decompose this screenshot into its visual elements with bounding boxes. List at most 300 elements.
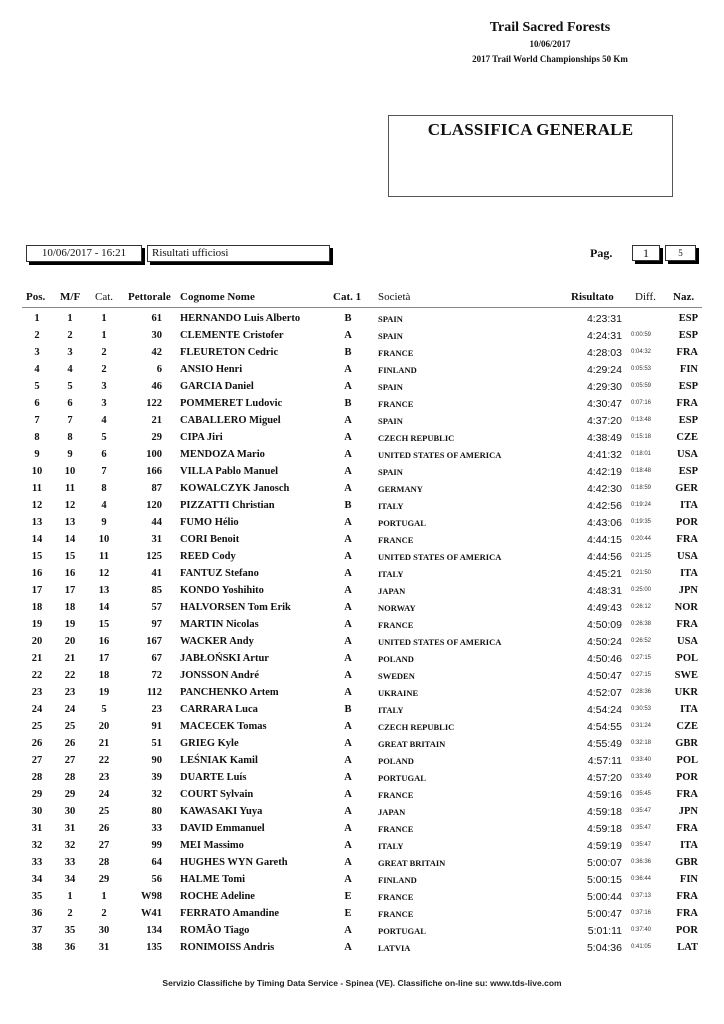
row-nation: FRA [676, 534, 698, 545]
table-row [0, 347, 724, 364]
row-bib: 67 [151, 653, 162, 664]
row-athlete-name: CIPA Jiri [180, 432, 223, 443]
row-athlete-name: HERNANDO Luis Alberto [180, 313, 301, 324]
row-gender-position: 6 [67, 398, 73, 409]
row-position: 32 [31, 840, 43, 851]
row-society: SWEDEN [378, 671, 415, 681]
table-row [0, 857, 724, 874]
event-date: 10/06/2017 [529, 39, 571, 49]
row-athlete-name: CABALLERO Miguel [180, 415, 281, 426]
row-gender-position: 10 [64, 466, 76, 477]
row-category: A [344, 755, 352, 766]
row-result: 4:59:16 [586, 789, 622, 801]
row-gender-position: 29 [64, 789, 76, 800]
row-category: B [344, 398, 352, 409]
row-result: 4:59:18 [586, 806, 622, 818]
col-nation: Naz. [673, 291, 695, 303]
row-bib: 135 [146, 942, 162, 953]
row-gap: 0:37:13 [631, 893, 652, 899]
row-nation: GBR [675, 857, 698, 868]
row-athlete-name: CARRARA Luca [180, 704, 258, 715]
row-position: 25 [31, 721, 43, 732]
row-category-position: 7 [101, 466, 107, 477]
row-position: 2 [34, 330, 40, 341]
row-nation: POL [676, 755, 698, 766]
row-gap: 0:00:59 [631, 332, 652, 338]
row-position: 28 [31, 772, 43, 783]
row-result: 4:59:18 [586, 823, 622, 835]
row-gap: 0:35:47 [631, 825, 652, 831]
row-nation: FIN [679, 874, 698, 885]
row-position: 35 [31, 891, 43, 902]
row-society: FRANCE [378, 348, 414, 358]
row-category: A [344, 330, 352, 341]
row-position: 27 [31, 755, 43, 766]
row-nation: USA [676, 449, 698, 460]
row-athlete-name: FERRATO Amandine [180, 908, 280, 919]
row-bib: 100 [146, 449, 162, 460]
row-category: A [344, 874, 352, 885]
row-category-position: 27 [98, 840, 110, 851]
row-nation: POR [675, 517, 698, 528]
row-category-position: 9 [101, 517, 107, 528]
table-row [0, 619, 724, 636]
row-bib: 39 [151, 772, 162, 783]
row-nation: JPN [678, 585, 698, 596]
row-nation: CZE [676, 432, 698, 443]
row-society: SPAIN [378, 467, 403, 477]
table-row [0, 466, 724, 483]
row-category-position: 13 [98, 585, 110, 596]
row-position: 3 [34, 347, 40, 358]
row-nation: FRA [676, 891, 698, 902]
row-gap: 0:05:53 [631, 366, 652, 372]
row-position: 13 [31, 517, 43, 528]
row-gender-position: 26 [64, 738, 76, 749]
row-society: GERMANY [378, 484, 423, 494]
row-gap: 0:30:53 [631, 706, 652, 712]
row-bib: 125 [146, 551, 162, 562]
row-gap: 0:35:45 [631, 791, 652, 797]
table-row [0, 653, 724, 670]
row-bib: 90 [151, 755, 162, 766]
row-position: 36 [31, 908, 43, 919]
row-gender-position: 2 [67, 330, 73, 341]
row-athlete-name: PANCHENKO Artem [180, 687, 279, 698]
row-gender-position: 16 [64, 568, 76, 579]
row-society: SPAIN [378, 314, 403, 324]
col-result: Risultato [571, 291, 614, 303]
row-position: 17 [31, 585, 43, 596]
row-nation: ESP [678, 330, 698, 341]
row-result: 4:24:31 [586, 330, 622, 342]
row-position: 30 [31, 806, 43, 817]
row-gap: 0:41:05 [631, 944, 652, 950]
row-category-position: 2 [101, 908, 107, 919]
row-society: PORTUGAL [378, 518, 426, 528]
row-nation: ITA [680, 500, 698, 511]
row-athlete-name: ROMÃO Tiago [180, 925, 250, 936]
row-society: PORTUGAL [378, 926, 426, 936]
row-category: A [344, 687, 352, 698]
row-athlete-name: WACKER Andy [180, 636, 254, 647]
row-nation: JPN [678, 806, 698, 817]
row-category-position: 17 [98, 653, 110, 664]
row-nation: FRA [676, 789, 698, 800]
row-nation: SWE [674, 670, 698, 681]
row-society: FRANCE [378, 620, 414, 630]
row-gender-position: 2 [67, 908, 73, 919]
row-society: JAPAN [378, 586, 406, 596]
row-gender-position: 22 [64, 670, 76, 681]
row-category: A [344, 925, 352, 936]
row-bib: 72 [151, 670, 162, 681]
row-athlete-name: COURT Sylvain [180, 789, 254, 800]
row-gap: 0:33:40 [631, 757, 652, 763]
row-category: A [344, 381, 352, 392]
row-athlete-name: MENDOZA Mario [180, 449, 265, 460]
row-gender-position: 4 [67, 364, 73, 375]
table-row [0, 398, 724, 415]
row-athlete-name: MEI Massimo [180, 840, 244, 851]
row-result: 4:50:09 [586, 619, 622, 631]
row-category-position: 25 [98, 806, 110, 817]
row-position: 23 [31, 687, 43, 698]
row-gap: 0:27:15 [631, 672, 652, 678]
row-society: UKRAINE [378, 688, 419, 698]
row-category-position: 12 [98, 568, 110, 579]
row-position: 11 [32, 483, 42, 494]
row-category-position: 16 [98, 636, 110, 647]
row-athlete-name: FANTUZ Stefano [180, 568, 259, 579]
row-nation: NOR [674, 602, 698, 613]
row-bib: 134 [146, 925, 162, 936]
row-bib: 33 [151, 823, 162, 834]
row-society: UNITED STATES OF AMERICA [378, 450, 502, 460]
row-category-position: 5 [101, 704, 107, 715]
row-category: A [344, 636, 352, 647]
row-bib: 44 [151, 517, 162, 528]
row-bib: 97 [151, 619, 162, 630]
table-row [0, 704, 724, 721]
row-category-position: 26 [98, 823, 110, 834]
row-gap: 0:27:15 [631, 655, 652, 661]
row-gap: 0:13:48 [631, 417, 652, 423]
row-result: 5:04:36 [586, 942, 622, 954]
row-category: A [344, 466, 352, 477]
row-category: A [344, 483, 352, 494]
row-category-position: 31 [98, 942, 110, 953]
row-gender-position: 7 [67, 415, 73, 426]
row-society: FRANCE [378, 824, 414, 834]
row-result: 5:00:07 [586, 857, 622, 869]
row-category: A [344, 789, 352, 800]
row-gap: 0:37:40 [631, 927, 652, 933]
row-category-position: 23 [98, 772, 110, 783]
row-category-position: 1 [101, 330, 107, 341]
row-athlete-name: CLEMENTE Cristofer [180, 330, 284, 341]
row-bib: 23 [151, 704, 162, 715]
row-gap: 0:18:59 [631, 485, 652, 491]
table-row [0, 449, 724, 466]
row-gender-position: 28 [64, 772, 76, 783]
row-gap: 0:21:50 [631, 570, 652, 576]
row-category: B [344, 500, 352, 511]
row-bib: 112 [146, 687, 162, 698]
row-gender-position: 25 [64, 721, 76, 732]
row-category-position: 28 [98, 857, 110, 868]
row-category: A [344, 840, 352, 851]
row-nation: ESP [678, 466, 698, 477]
row-gender-position: 27 [64, 755, 76, 766]
col-society: Società [378, 291, 411, 303]
row-bib: 41 [151, 568, 162, 579]
row-gender-position: 35 [64, 925, 76, 936]
row-category: A [344, 721, 352, 732]
row-athlete-name: DUARTE Luís [180, 772, 247, 783]
table-row [0, 772, 724, 789]
row-gender-position: 17 [64, 585, 76, 596]
row-result: 4:30:47 [586, 398, 622, 410]
row-athlete-name: RONIMOISS Andris [180, 942, 275, 953]
row-gap: 0:26:38 [631, 621, 652, 627]
row-category-position: 3 [101, 381, 107, 392]
row-nation: POL [676, 653, 698, 664]
row-category: A [344, 534, 352, 545]
row-category-position: 22 [98, 755, 110, 766]
row-society: ITALY [378, 569, 404, 579]
row-bib: 21 [151, 415, 162, 426]
row-society: FRANCE [378, 535, 414, 545]
row-gender-position: 14 [64, 534, 76, 545]
row-gap: 0:33:49 [631, 774, 652, 780]
row-gender-position: 34 [64, 874, 76, 885]
row-gender-position: 21 [64, 653, 76, 664]
table-row [0, 585, 724, 602]
row-category: A [344, 772, 352, 783]
row-bib: W98 [141, 891, 162, 902]
row-category-position: 4 [101, 415, 107, 426]
row-gap: 0:36:36 [631, 859, 652, 865]
row-athlete-name: KOWALCZYK Janosch [180, 483, 290, 494]
row-category: A [344, 364, 352, 375]
row-gender-position: 1 [67, 313, 73, 324]
row-gap: 0:37:16 [631, 910, 652, 916]
row-category-position: 20 [98, 721, 110, 732]
row-bib: 91 [151, 721, 162, 732]
table-row [0, 823, 724, 840]
row-gender-position: 30 [64, 806, 76, 817]
row-category: A [344, 653, 352, 664]
row-athlete-name: GRIEG Kyle [180, 738, 239, 749]
row-gap: 0:18:48 [631, 468, 652, 474]
row-category: E [344, 908, 352, 919]
row-gap: 0:19:35 [631, 519, 652, 525]
row-result: 4:52:07 [586, 687, 622, 699]
row-category-position: 1 [101, 891, 107, 902]
row-gender-position: 8 [67, 432, 73, 443]
row-result: 4:37:20 [586, 415, 622, 427]
row-position: 1 [34, 313, 40, 324]
page-label: Pag. [590, 246, 613, 260]
row-society: SPAIN [378, 331, 403, 341]
row-society: CZECH REPUBLIC [378, 433, 455, 443]
row-result: 4:43:06 [586, 517, 622, 529]
row-category-position: 29 [98, 874, 110, 885]
row-athlete-name: HUGHES WYN Gareth [180, 857, 288, 868]
row-athlete-name: CORI Benoit [180, 534, 240, 545]
row-society: PORTUGAL [378, 773, 426, 783]
col-cat: Cat. [95, 291, 114, 303]
row-gap: 0:28:36 [631, 689, 652, 695]
row-category-position: 11 [99, 551, 109, 562]
col-pos: Pos. [26, 291, 46, 303]
row-position: 5 [34, 381, 40, 392]
row-gap: 0:04:32 [631, 349, 652, 355]
table-row [0, 891, 724, 908]
row-gap: 0:31:24 [631, 723, 652, 729]
row-category: A [344, 432, 352, 443]
row-athlete-name: GARCIA Daniel [180, 381, 254, 392]
row-athlete-name: KONDO Yoshihito [180, 585, 264, 596]
table-row [0, 602, 724, 619]
row-bib: W41 [141, 908, 162, 919]
page-total: 5 [665, 245, 696, 261]
row-category: A [344, 738, 352, 749]
row-society: GREAT BRITAIN [378, 858, 446, 868]
row-bib: 32 [151, 789, 162, 800]
table-row [0, 517, 724, 534]
classification-box [388, 115, 673, 197]
row-bib: 99 [151, 840, 162, 851]
row-position: 31 [31, 823, 43, 834]
row-result: 4:42:19 [586, 466, 622, 478]
table-row [0, 806, 724, 823]
table-row [0, 636, 724, 653]
page-current: 1 [632, 245, 660, 261]
row-society: NORWAY [378, 603, 416, 613]
row-bib: 122 [146, 398, 162, 409]
row-result: 4:41:32 [586, 449, 622, 461]
row-bib: 31 [151, 534, 162, 545]
row-result: 4:57:20 [586, 772, 622, 784]
row-category: A [344, 942, 352, 953]
timestamp-box: 10/06/2017 - 16:21 [26, 245, 142, 262]
row-category-position: 5 [101, 432, 107, 443]
row-result: 4:29:24 [586, 364, 622, 376]
row-position: 9 [34, 449, 40, 460]
col-name: Cognome Nome [180, 291, 255, 303]
event-subtitle: 2017 Trail World Championships 50 Km [472, 54, 628, 64]
row-society: ITALY [378, 705, 404, 715]
row-result: 4:45:21 [586, 568, 622, 580]
row-category: B [344, 313, 352, 324]
footer-credit: Servizio Classifiche by Timing Data Service - Spinea (VE). Classifiche on-line su: www.tds-live.com [162, 978, 562, 988]
row-position: 29 [31, 789, 43, 800]
table-row [0, 687, 724, 704]
header-divider [22, 307, 702, 308]
row-athlete-name: HALME Tomi [180, 874, 246, 885]
row-gap: 0:20:44 [631, 536, 652, 542]
row-result: 4:44:56 [586, 551, 622, 563]
row-category: A [344, 823, 352, 834]
row-bib: 80 [151, 806, 162, 817]
row-society: ITALY [378, 841, 404, 851]
row-society: SPAIN [378, 382, 403, 392]
table-row [0, 551, 724, 568]
row-athlete-name: HALVORSEN Tom Erik [180, 602, 291, 613]
row-gender-position: 20 [64, 636, 76, 647]
row-gap: 0:15:18 [631, 434, 652, 440]
row-category-position: 1 [101, 313, 107, 324]
row-result: 4:55:49 [586, 738, 622, 750]
row-category-position: 6 [101, 449, 107, 460]
row-bib: 85 [151, 585, 162, 596]
table-row [0, 313, 724, 330]
row-athlete-name: KAWASAKI Yuya [180, 806, 263, 817]
row-gap: 0:26:52 [631, 638, 652, 644]
row-category: A [344, 449, 352, 460]
row-nation: FRA [676, 398, 698, 409]
row-nation: USA [676, 551, 698, 562]
table-row [0, 925, 724, 942]
row-bib: 87 [151, 483, 162, 494]
row-gap: 0:25:00 [631, 587, 652, 593]
row-category: A [344, 670, 352, 681]
row-society: GREAT BRITAIN [378, 739, 446, 749]
row-result: 4:38:49 [586, 432, 622, 444]
row-nation: FRA [676, 619, 698, 630]
row-nation: FRA [676, 347, 698, 358]
row-category: A [344, 568, 352, 579]
results-table [0, 313, 724, 959]
row-gender-position: 18 [64, 602, 76, 613]
row-athlete-name: JABŁOŃSKI Artur [180, 653, 269, 664]
row-society: CZECH REPUBLIC [378, 722, 455, 732]
row-gender-position: 23 [64, 687, 76, 698]
row-category: B [344, 347, 352, 358]
table-row [0, 874, 724, 891]
table-row [0, 942, 724, 959]
row-gender-position: 33 [64, 857, 76, 868]
row-result: 5:00:15 [586, 874, 622, 886]
row-gender-position: 9 [67, 449, 73, 460]
row-result: 4:48:31 [586, 585, 622, 597]
row-bib: 42 [151, 347, 162, 358]
row-result: 4:42:30 [586, 483, 622, 495]
row-gender-position: 24 [64, 704, 76, 715]
row-gap: 0:18:01 [631, 451, 652, 457]
row-category: E [344, 891, 352, 902]
row-gap: 0:19:24 [631, 502, 652, 508]
row-bib: 120 [146, 500, 162, 511]
row-bib: 64 [151, 857, 162, 868]
row-gender-position: 31 [64, 823, 76, 834]
row-nation: FRA [676, 908, 698, 919]
row-position: 20 [31, 636, 43, 647]
row-category-position: 2 [101, 347, 107, 358]
row-athlete-name: FUMO Hélio [180, 517, 239, 528]
row-nation: POR [675, 772, 698, 783]
row-gap: 0:21:25 [631, 553, 652, 559]
row-society: JAPAN [378, 807, 406, 817]
row-bib: 30 [151, 330, 162, 341]
row-nation: USA [676, 636, 698, 647]
row-bib: 61 [151, 313, 162, 324]
row-category: A [344, 551, 352, 562]
table-row [0, 330, 724, 347]
row-result: 4:44:15 [586, 534, 622, 546]
